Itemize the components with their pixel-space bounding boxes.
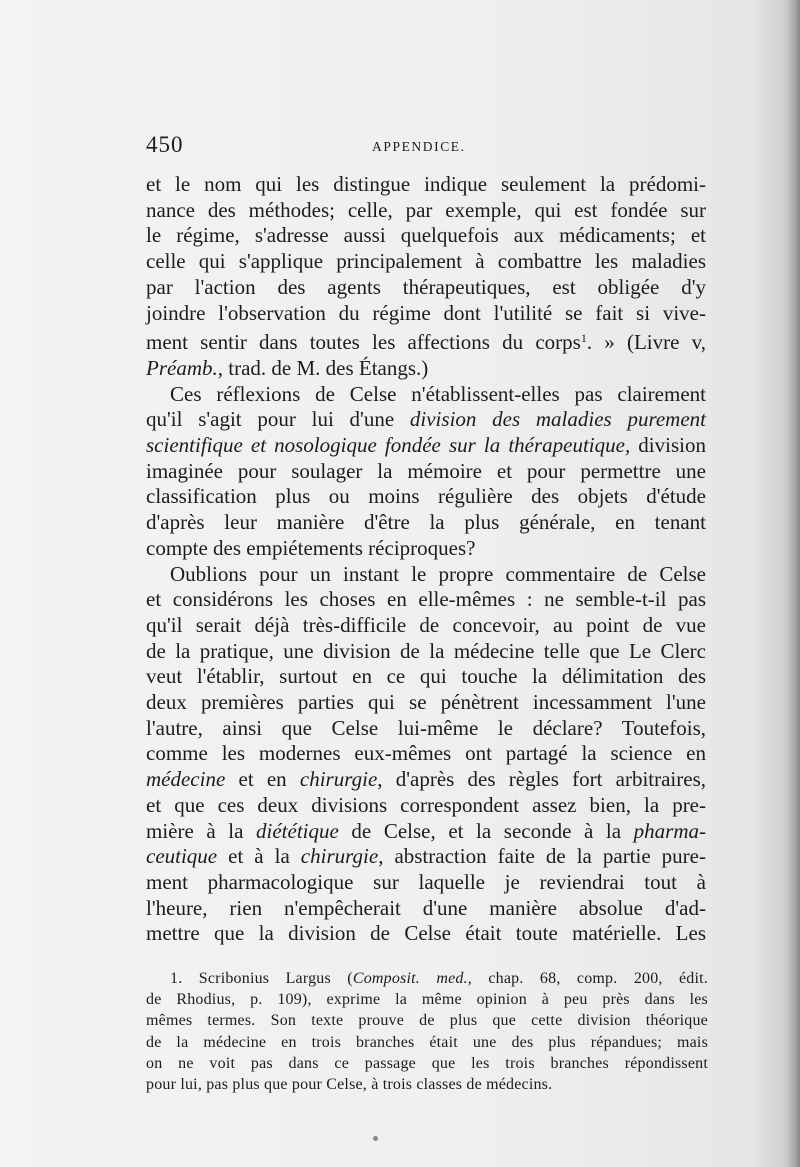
footnote-line: pour lui, pas plus que pour Celse, à trois classes de médecins. [146, 1076, 553, 1094]
text-line: l'autre, ainsi que Celse lui-même le déclare? Toutefois, [146, 715, 706, 740]
text-line: ment pharmacologique sur laquelle je reviendrai tout à [146, 869, 706, 894]
page-header [146, 130, 706, 164]
italic-fragment: médecine [146, 767, 226, 792]
text-line: le régime, s'adresse aussi quelquefois aux médicaments; et [146, 223, 706, 248]
footnote-ref: 1 [580, 331, 587, 346]
text-line: par l'action des agents thérapeutiques, est obligée d'y [146, 274, 706, 299]
italic-fragment: Préamb. [146, 355, 218, 380]
text-line: et le nom qui les distingue indique seulement la prédomi- [146, 172, 706, 196]
text-line: et que ces deux divisions correspondent assez bien, la pre- [146, 792, 706, 817]
italic-fragment: chirurgie [300, 844, 379, 869]
text-fragment: , abstraction faite de la partie pure- [378, 844, 706, 869]
footnote-block [146, 968, 708, 1095]
page-gutter-shadow [786, 0, 800, 1167]
text-line: celle qui s'applique principalement à combattre les maladies [146, 249, 706, 274]
text-fragment: mière à la [146, 818, 257, 843]
text-fragment: , chap. 68, comp. 200, édit. [467, 970, 708, 987]
text-fragment: et à la [217, 844, 301, 869]
text-fragment: . » (Livre v, [586, 330, 706, 355]
italic-fragment: pharma- [633, 818, 706, 843]
page-number: 450 [146, 132, 184, 157]
text-fragment: , trad. de M. des Étangs.) [217, 355, 429, 380]
text-line [146, 326, 706, 356]
text-line: d'après leur manière d'être la plus générale, en tenant [146, 510, 706, 535]
paragraph-2 [146, 382, 706, 562]
text-line: imaginée pour soulager la mémoire et pour permettre une [146, 458, 706, 483]
italic-fragment: chirurgie [299, 767, 378, 792]
text-fragment: qu'il s'agit pour lui d'une [146, 407, 410, 432]
text-fragment: de Celse, et la seconde à la [338, 818, 634, 843]
text-line: veut l'établir, surtout en ce qui touche la délimitation des [146, 664, 706, 689]
text-line [146, 407, 706, 433]
text-line: deux premières parties qui se pénètrent incessamment l'une [146, 690, 706, 715]
text-line: classification plus ou moins régulière des objets d'étude [146, 484, 706, 509]
text-line: compte des empiétements réciproques? [146, 535, 476, 560]
body-text [146, 172, 706, 947]
text-line: Ces réflexions de Celse n'établissent-elles pas clairement [170, 381, 706, 406]
paragraph-3 [146, 562, 706, 948]
text-line: Oublions pour un instant le propre commentaire de Celse [170, 561, 706, 586]
text-line: et considérons les choses en elle-mêmes : ne semble-t-il pas [146, 587, 706, 612]
footnote-line: mêmes termes. Son texte prouve de plus que cette division théorique [146, 1012, 708, 1030]
print-speck [373, 1136, 378, 1141]
text-line: l'heure, rien n'empêcherait d'une manière absolue d'ad- [146, 895, 706, 920]
italic-fragment: Composit. med. [352, 970, 468, 987]
italic-fragment: ceutique [146, 844, 218, 869]
text-line [146, 767, 706, 793]
paragraph-1 [146, 172, 706, 382]
text-line: joindre l'observation du régime dont l'utilité se fait si vive- [146, 300, 706, 325]
text-line [146, 433, 706, 459]
text-fragment: ment sentir dans toutes les affections du corps [146, 330, 581, 355]
text-fragment: , d'après des règles fort arbitraires, [377, 767, 706, 792]
text-line: nance des méthodes; celle, par exemple, qui est fondée sur [146, 197, 706, 222]
text-fragment: et en [225, 767, 300, 792]
footnote-line: de la médecine en trois branches était une des plus répandues; mais [146, 1033, 708, 1051]
italic-fragment: scientifique et nosologique fondée sur la thérapeutique, [146, 433, 631, 458]
text-line: mettre que la division de Celse était toute matérielle. Les [146, 921, 706, 946]
italic-fragment: diététique [256, 818, 339, 843]
text-fragment: Scribonius Largus ( [182, 970, 353, 987]
text-line [146, 819, 706, 845]
text-line: qu'il serait déjà très-difficile de concevoir, au point de vue [146, 612, 706, 637]
text-line [146, 844, 706, 870]
italic-fragment: division des maladies purement [409, 407, 706, 432]
text-line [146, 356, 706, 382]
footnote-line: on ne voit pas dans ce passage que les trois branches répondissent [146, 1054, 708, 1072]
footnote-line [146, 968, 708, 989]
footnote-line: de Rhodius, p. 109), exprime la même opinion à peu près dans les [146, 991, 708, 1009]
footnote-number: 1. [170, 970, 183, 987]
text-fragment: division [630, 433, 706, 458]
running-head: APPENDICE. [372, 139, 466, 154]
text-line: de la pratique, une division de la médecine telle que Le Clerc [146, 638, 706, 663]
text-line: comme les modernes eux-mêmes ont partagé la science en [146, 741, 706, 766]
